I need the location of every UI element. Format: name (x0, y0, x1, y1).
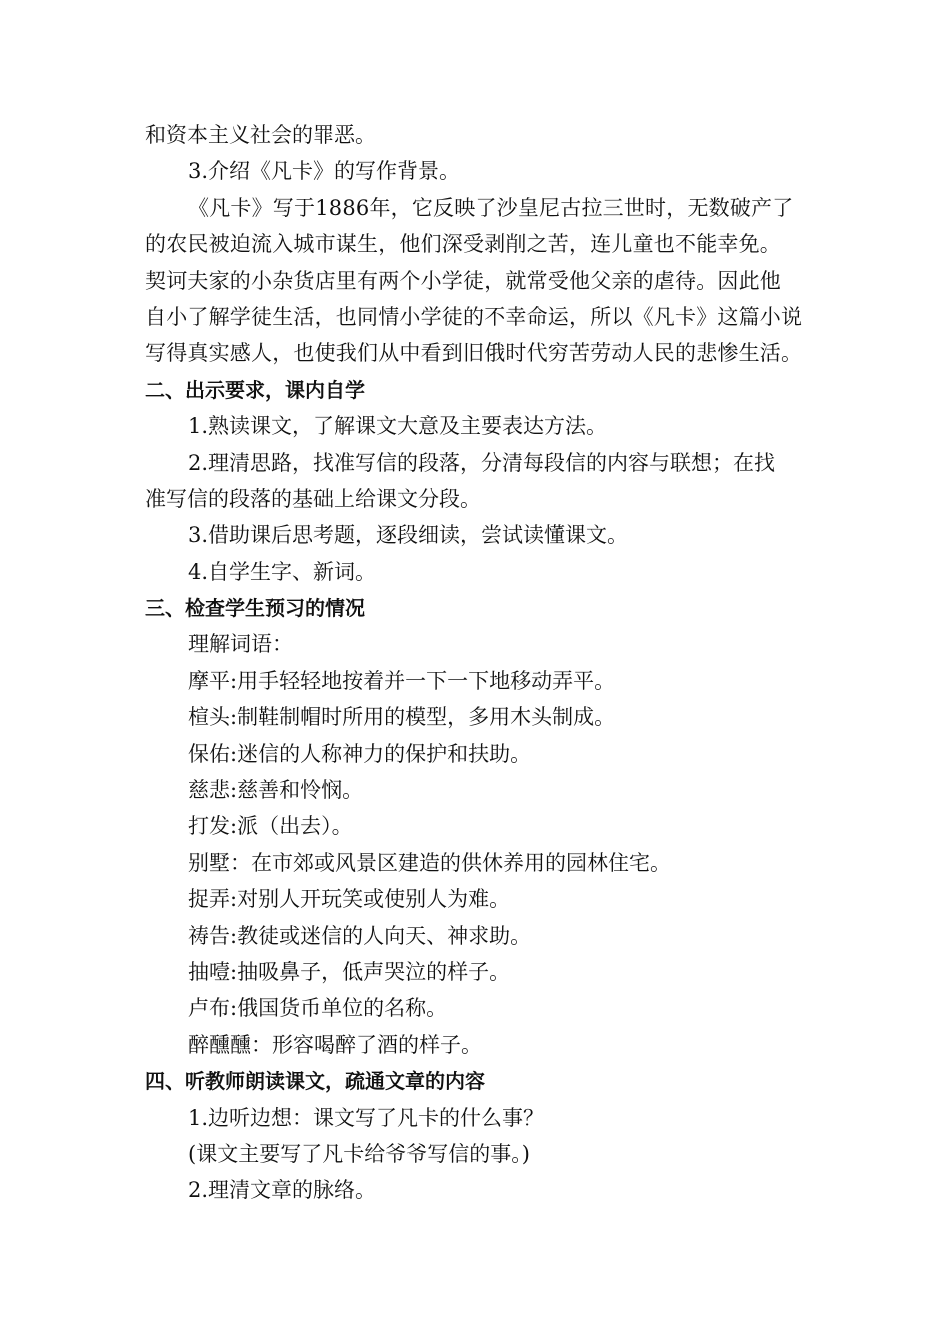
list-item: 2.理清文章的脉络。 (188, 1178, 377, 1203)
vocab-entry: 打发:派（出去）。 (188, 814, 353, 839)
answer-note: (课文主要写了凡卡给爷爷写信的事。) (188, 1141, 530, 1166)
vocab-entry: 保佑:迷信的人称神力的保护和扶助。 (188, 741, 532, 766)
text-line: 自小了解学徒生活，也同情小学徒的不幸命运，所以《凡卡》这篇小说 (145, 304, 803, 329)
vocab-entry: 捉弄:对别人开玩笑或使别人为难。 (188, 887, 511, 912)
vocab-entry: 祷告:教徒或迷信的人向天、神求助。 (188, 923, 532, 948)
text-line: 写得真实感人，也使我们从中看到旧俄时代穷苦劳动人民的悲惨生活。 (145, 341, 803, 366)
document-body (145, 117, 825, 1209)
vocab-entry: 卢布:俄国货币单位的名称。 (188, 996, 448, 1021)
text-line: 《凡卡》写于1886年，它反映了沙皇尼古拉三世时，无数破产了 (188, 195, 794, 220)
text-line: 契诃夫家的小杂货店里有两个小学徒，就常受他父亲的虐待。因此他 (145, 268, 781, 293)
list-item: 1.边听边想：课文写了凡卡的什么事？ (188, 1105, 545, 1130)
list-item-continuation: 准写信的段落的基础上给课文分段。 (145, 486, 481, 511)
list-item: 2.理清思路，找准写信的段落，分清每段信的内容与联想；在找 (188, 450, 776, 475)
text-line: 和资本主义社会的罪恶。 (145, 123, 376, 147)
background-paragraph (145, 190, 825, 372)
text-line: 的农民被迫流入城市谋生，他们深受剥削之苦，连儿童也不能幸免。 (145, 232, 781, 257)
vocab-entry: 楦头:制鞋制帽时所用的模型，多用木头制成。 (188, 705, 616, 730)
list-item: 1.熟读课文，了解课文大意及主要表达方法。 (188, 414, 608, 439)
section-item: 3.介绍《凡卡》的写作背景。 (188, 159, 461, 184)
section-heading: 二、出示要求，课内自学 (145, 377, 365, 402)
section-heading: 三、检查学生预习的情况 (145, 596, 365, 621)
vocab-entry: 醉醺醺：形容喝醉了酒的样子。 (188, 1032, 482, 1057)
vocab-intro: 理解词语： (188, 632, 293, 657)
vocab-entry: 慈悲:慈善和怜悯。 (188, 778, 364, 803)
vocab-entry: 抽噎:抽吸鼻子，低声哭泣的样子。 (188, 959, 511, 984)
section-heading: 四、听教师朗读课文，疏通文章的内容 (145, 1069, 485, 1094)
vocab-entry: 摩平:用手轻轻地按着并一下一下地移动弄平。 (188, 668, 616, 693)
list-item: 4.自学生字、新词。 (188, 559, 377, 584)
vocab-entry: 别墅：在市郊或风景区建造的供休养用的园林住宅。 (188, 850, 671, 875)
list-item: 3.借助课后思考题，逐段细读，尝试读懂课文。 (188, 523, 629, 548)
